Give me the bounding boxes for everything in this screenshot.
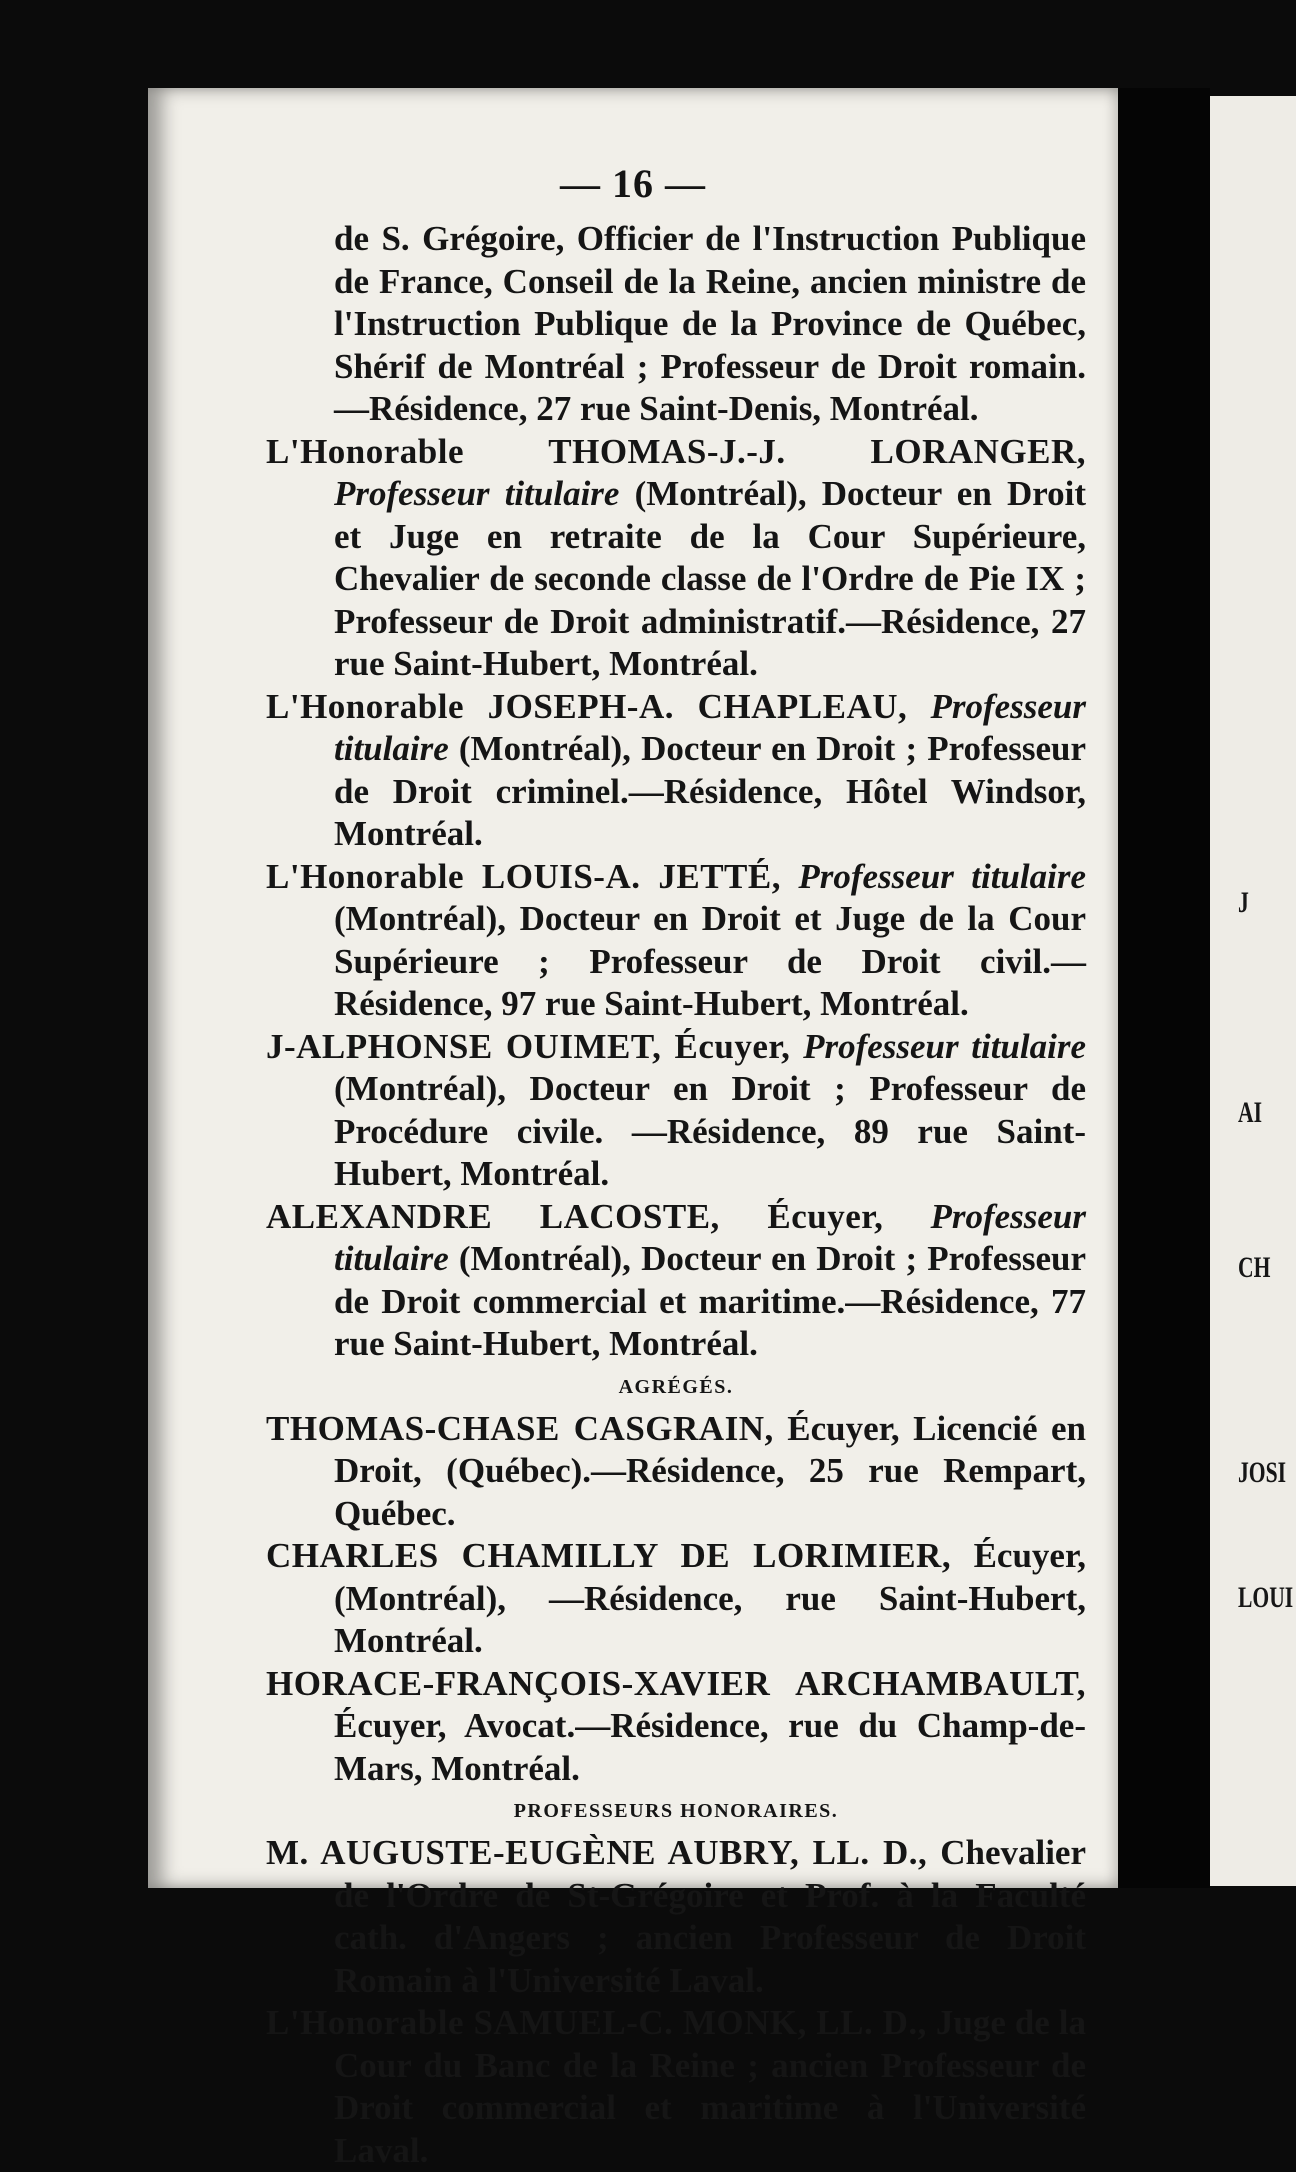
entry-archambault — [266, 1663, 1086, 1791]
book-page — [148, 88, 1118, 2170]
entry-rest: de S. Grégoire, Officier de l'Instruction Publique de France, Conseil de la Reine, ancien ministre de l'Instruction Publique de la Province de Québec, Shérif de Montréal ; Professeur de Droit romain.—Résidence, 27 rue Saint-Denis, Montréal. — [334, 219, 1086, 428]
next-page-edge — [1210, 96, 1296, 1886]
next-page-fragment: JOSI — [1238, 1456, 1287, 1489]
entry-chapleau — [266, 686, 1086, 856]
entry-designation: Professeur titulaire — [334, 474, 620, 513]
entry-rest: Chevalier de l'Ordre de St-Grégoire et Prof. à la Faculté cath. d'Angers ; ancien Professeur de Droit Romain à l'Université Laval. — [334, 1833, 1086, 2000]
entry-rest: (Montréal), Docteur en Droit ; Professeur de Procédure civile. —Résidence, 89 rue Saint-Hubert, Montréal. — [334, 1069, 1086, 1193]
entry-name: L'Honorable JOSEPH-A. CHAPLEAU, — [266, 686, 908, 726]
entry-monk — [266, 2002, 1086, 2172]
entry-designation: Professeur titulaire — [334, 686, 1087, 768]
entry-designation: Professeur titulaire — [803, 1026, 1086, 1066]
next-page-fragment: CH — [1238, 1251, 1271, 1284]
entry-rest: (Montréal), Docteur en Droit et Juge en retraite de la Cour Supérieure, Chevalier de seconde classe de l'Ordre de Pie IX ; Professeur de Droit administratif.—Résidence, 27 rue Saint-Hubert, Montréal. — [334, 474, 1087, 683]
entry-rest: Écuyer, (Montréal), —Résidence, rue Saint-Hubert, Montréal. — [334, 1536, 1087, 1660]
entry-name: L'Honorable SAMUEL-C. MONK, LL. D., — [266, 2003, 927, 2042]
section-heading-agreges: AGRÉGÉS. — [618, 1375, 734, 1398]
entry-lorimier — [266, 1535, 1086, 1663]
entry-rest: (Montréal), Docteur en Droit ; Professeur de Droit criminel.—Résidence, Hôtel Windsor, Montréal. — [334, 729, 1086, 853]
next-page-fragment: AI — [1238, 1096, 1263, 1129]
next-page-fragment: LOUI — [1238, 1581, 1294, 1614]
next-page-fragment: J — [1238, 886, 1249, 919]
section-heading-honoraires: PROFESSEURS HONORAIRES. — [513, 1800, 839, 1822]
entry-rest: (Montréal), Docteur en Droit et Juge de la Cour Supérieure ; Professeur de Droit civil.—Résidence, 97 rue Saint-Hubert, Montréal. — [334, 899, 1086, 1023]
entry-continued — [266, 218, 1086, 431]
entry-name: HORACE-FRANÇOIS-XAVIER ARCHAMBAULT, — [266, 1663, 1086, 1703]
page-number: — 16 — — [560, 161, 706, 206]
entry-lacoste — [266, 1196, 1086, 1366]
entry-ouimet — [266, 1026, 1086, 1196]
entry-name: CHARLES CHAMILLY DE LORIMIER, — [266, 1536, 952, 1575]
entry-rest: Juge de la Cour du Banc de la Reine ; ancien Professeur de Droit commercial et maritime à l'Université Laval. — [334, 2003, 1086, 2170]
entry-name: J-ALPHONSE OUIMET, Écuyer, — [266, 1026, 791, 1066]
entry-designation: Professeur titulaire — [798, 856, 1086, 896]
entry-designation: Professeur titulaire — [334, 1196, 1086, 1278]
entry-name: L'Honorable LOUIS-A. JETTÉ, — [266, 856, 781, 896]
entry-name: L'Honorable THOMAS-J.-J. LORANGER, — [266, 431, 1086, 471]
book-gutter — [1118, 88, 1210, 1888]
entry-rest: Écuyer, Avocat.—Résidence, rue du Champ-de-Mars, Montréal. — [334, 1706, 1086, 1788]
entry-rest: Écuyer, Licencié en Droit, (Québec).—Résidence, 25 rue Rempart, Québec. — [334, 1408, 1087, 1533]
page-text — [266, 218, 1086, 2172]
entry-aubry — [266, 1832, 1086, 2002]
entry-rest: (Montréal), Docteur en Droit ; Professeur de Droit commercial et maritime.—Résidence, 77 rue Saint-Hubert, Montréal. — [334, 1239, 1086, 1363]
entry-name: M. AUGUSTE-EUGÈNE AUBRY, LL. D., — [266, 1833, 928, 1872]
entry-loranger — [266, 431, 1086, 686]
entry-name: THOMAS-CHASE CASGRAIN, — [266, 1408, 774, 1448]
entry-name: ALEXANDRE LACOSTE, Écuyer, — [266, 1196, 884, 1236]
entry-jette — [266, 856, 1086, 1026]
entry-casgrain — [266, 1408, 1086, 1536]
